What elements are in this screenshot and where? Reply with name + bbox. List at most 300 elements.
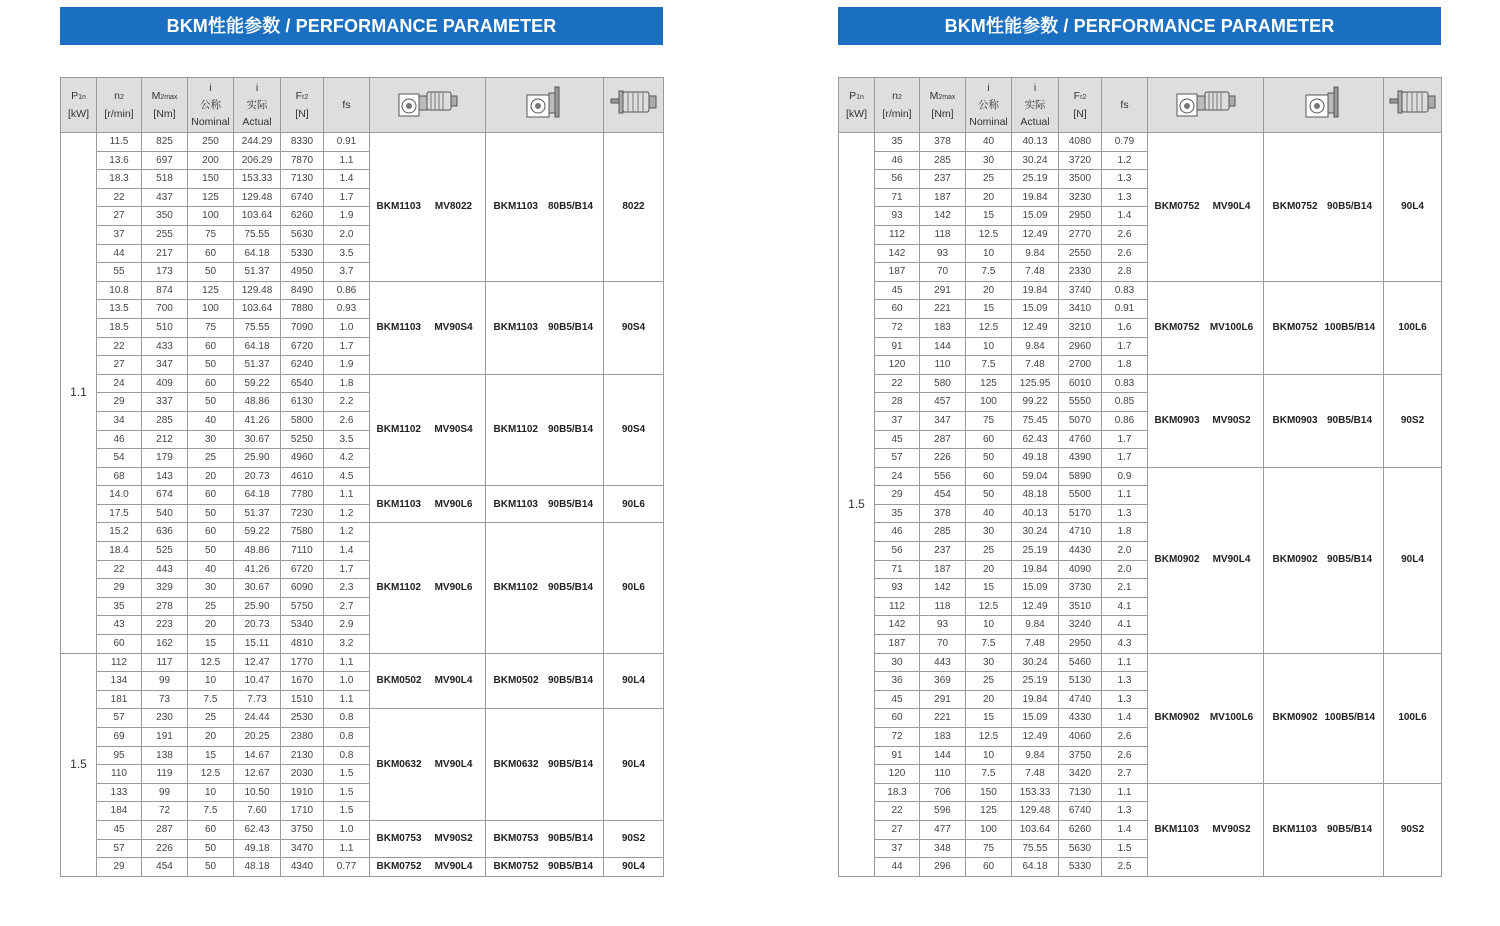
service-factor-cell: 0.77 bbox=[324, 858, 370, 877]
torque-cell: 287 bbox=[920, 430, 966, 449]
ratio-actual-cell: 103.64 bbox=[234, 300, 281, 319]
header-ratio-nominal: i 公称 Nominal bbox=[966, 78, 1012, 133]
speed-cell: 27 bbox=[875, 820, 920, 839]
torque-cell: 183 bbox=[920, 318, 966, 337]
radial-load-cell: 7870 bbox=[281, 151, 324, 170]
ratio-actual-cell: 64.18 bbox=[234, 486, 281, 505]
ratio-nominal-cell: 30 bbox=[188, 579, 234, 598]
torque-cell: 378 bbox=[920, 133, 966, 152]
service-factor-cell: 1.3 bbox=[1102, 170, 1148, 189]
reducer-model: BKM0902 bbox=[1154, 712, 1200, 724]
service-factor-cell: 2.0 bbox=[1102, 560, 1148, 579]
speed-cell: 29 bbox=[97, 579, 142, 598]
speed-cell: 35 bbox=[875, 504, 920, 523]
ratio-actual-cell: 49.18 bbox=[234, 839, 281, 858]
speed-cell: 13.5 bbox=[97, 300, 142, 319]
torque-cell: 191 bbox=[142, 728, 188, 747]
ratio-nominal-cell: 30 bbox=[966, 151, 1012, 170]
ratio-nominal-cell: 7.5 bbox=[188, 802, 234, 821]
ratio-nominal-cell: 200 bbox=[188, 151, 234, 170]
service-factor-cell: 2.9 bbox=[324, 616, 370, 635]
motor-frame-cell: 90L4 bbox=[604, 709, 664, 821]
gearmotor-model-cell bbox=[370, 653, 486, 709]
gearmotor-model-cell bbox=[370, 374, 486, 486]
motor-frame-cell: 90L6 bbox=[604, 486, 664, 523]
table-row bbox=[61, 709, 664, 728]
ratio-actual-cell: 25.19 bbox=[1012, 672, 1059, 691]
ratio-actual-cell: 48.86 bbox=[234, 393, 281, 412]
ratio-nominal-cell: 30 bbox=[966, 523, 1012, 542]
speed-cell: 46 bbox=[875, 151, 920, 170]
ratio-nominal-cell: 10 bbox=[966, 244, 1012, 263]
service-factor-cell: 1.5 bbox=[324, 802, 370, 821]
motor-frame-cell: 100L6 bbox=[1384, 653, 1442, 783]
torque-cell: 329 bbox=[142, 579, 188, 598]
ratio-nominal-cell: 25 bbox=[188, 597, 234, 616]
ratio-nominal-cell: 12.5 bbox=[966, 318, 1012, 337]
radial-load-cell: 4430 bbox=[1059, 542, 1102, 561]
radial-load-cell: 3750 bbox=[1059, 746, 1102, 765]
ratio-nominal-cell: 100 bbox=[188, 207, 234, 226]
service-factor-cell: 1.0 bbox=[324, 672, 370, 691]
ratio-actual-cell: 51.37 bbox=[234, 263, 281, 282]
torque-cell: 183 bbox=[920, 728, 966, 747]
ratio-nominal-cell: 50 bbox=[966, 486, 1012, 505]
ratio-nominal-cell: 150 bbox=[966, 783, 1012, 802]
speed-cell: 95 bbox=[97, 746, 142, 765]
reducer-model: BKM1103 bbox=[1272, 823, 1317, 835]
reducer-model: BKM0903 bbox=[1272, 414, 1318, 426]
ratio-nominal-cell: 25 bbox=[966, 542, 1012, 561]
radial-load-cell: 4740 bbox=[1059, 690, 1102, 709]
service-factor-cell: 0.83 bbox=[1102, 281, 1148, 300]
speed-cell: 18.3 bbox=[97, 170, 142, 189]
service-factor-cell: 1.6 bbox=[1102, 318, 1148, 337]
radial-load-cell: 4760 bbox=[1059, 430, 1102, 449]
ratio-nominal-cell: 10 bbox=[966, 337, 1012, 356]
ratio-actual-cell: 19.84 bbox=[1012, 188, 1059, 207]
speed-cell: 120 bbox=[875, 356, 920, 375]
reducer-model: BKM1103 bbox=[493, 201, 538, 213]
reducer-flange-cell bbox=[486, 133, 604, 282]
service-factor-cell: 1.3 bbox=[1102, 504, 1148, 523]
header-ratio-actual: i 实际 Actual bbox=[1012, 78, 1059, 133]
torque-cell: 454 bbox=[142, 858, 188, 877]
ratio-nominal-cell: 75 bbox=[188, 225, 234, 244]
ratio-actual-cell: 24.44 bbox=[234, 709, 281, 728]
radial-load-cell: 6260 bbox=[1059, 820, 1102, 839]
reducer-model: BKM0903 bbox=[1154, 414, 1200, 426]
ratio-nominal-cell: 10 bbox=[188, 672, 234, 691]
torque-cell: 117 bbox=[142, 653, 188, 672]
torque-cell: 226 bbox=[920, 449, 966, 468]
speed-cell: 120 bbox=[875, 765, 920, 784]
ratio-nominal-cell: 20 bbox=[188, 728, 234, 747]
speed-cell: 69 bbox=[97, 728, 142, 747]
ratio-actual-cell: 7.48 bbox=[1012, 635, 1059, 654]
flange-code: 90B5/B14 bbox=[547, 424, 594, 436]
reducer-model: BKM0752 bbox=[376, 861, 422, 873]
speed-cell: 29 bbox=[875, 486, 920, 505]
ratio-actual-cell: 59.22 bbox=[234, 374, 281, 393]
radial-load-cell: 5070 bbox=[1059, 411, 1102, 430]
speed-cell: 22 bbox=[875, 802, 920, 821]
torque-cell: 825 bbox=[142, 133, 188, 152]
ratio-nominal-cell: 20 bbox=[966, 560, 1012, 579]
ratio-actual-cell: 25.19 bbox=[1012, 542, 1059, 561]
ratio-nominal-cell: 60 bbox=[188, 244, 234, 263]
ratio-actual-cell: 9.84 bbox=[1012, 746, 1059, 765]
speed-cell: 187 bbox=[875, 263, 920, 282]
performance-table-left bbox=[60, 77, 664, 877]
ratio-actual-cell: 10.50 bbox=[234, 783, 281, 802]
radial-load-cell: 6010 bbox=[1059, 374, 1102, 393]
speed-cell: 22 bbox=[875, 374, 920, 393]
service-factor-cell: 0.83 bbox=[1102, 374, 1148, 393]
reducer-model: BKM0632 bbox=[493, 758, 539, 770]
radial-load-cell: 2330 bbox=[1059, 263, 1102, 282]
radial-load-cell: 3720 bbox=[1059, 151, 1102, 170]
header-radial-load: Fr2 [N] bbox=[1059, 78, 1102, 133]
radial-load-cell: 5460 bbox=[1059, 653, 1102, 672]
ratio-actual-cell: 7.60 bbox=[234, 802, 281, 821]
service-factor-cell: 1.1 bbox=[1102, 783, 1148, 802]
radial-load-cell: 4060 bbox=[1059, 728, 1102, 747]
ratio-nominal-cell: 20 bbox=[966, 188, 1012, 207]
radial-load-cell: 5890 bbox=[1059, 467, 1102, 486]
table-row bbox=[61, 281, 664, 300]
speed-cell: 71 bbox=[875, 560, 920, 579]
speed-cell: 44 bbox=[875, 858, 920, 877]
speed-cell: 133 bbox=[97, 783, 142, 802]
service-factor-cell: 1.5 bbox=[324, 783, 370, 802]
radial-load-cell: 2030 bbox=[281, 765, 324, 784]
radial-load-cell: 4610 bbox=[281, 467, 324, 486]
radial-load-cell: 6740 bbox=[281, 188, 324, 207]
ratio-nominal-cell: 60 bbox=[188, 486, 234, 505]
speed-cell: 91 bbox=[875, 337, 920, 356]
radial-load-cell: 6540 bbox=[281, 374, 324, 393]
motor-frame-cell: 90S4 bbox=[604, 374, 664, 486]
torque-cell: 223 bbox=[142, 616, 188, 635]
speed-cell: 43 bbox=[97, 616, 142, 635]
radial-load-cell: 5630 bbox=[281, 225, 324, 244]
speed-cell: 93 bbox=[875, 207, 920, 226]
service-factor-cell: 1.3 bbox=[1102, 690, 1148, 709]
radial-load-cell: 8490 bbox=[281, 281, 324, 300]
ratio-nominal-cell: 50 bbox=[188, 839, 234, 858]
ratio-nominal-cell: 20 bbox=[188, 467, 234, 486]
ratio-actual-cell: 12.49 bbox=[1012, 728, 1059, 747]
reducer-model: BKM1103 bbox=[493, 321, 538, 333]
ratio-nominal-cell: 50 bbox=[188, 263, 234, 282]
ratio-actual-cell: 9.84 bbox=[1012, 616, 1059, 635]
speed-cell: 18.5 bbox=[97, 318, 142, 337]
torque-cell: 518 bbox=[142, 170, 188, 189]
service-factor-cell: 0.86 bbox=[1102, 411, 1148, 430]
service-factor-cell: 0.91 bbox=[324, 133, 370, 152]
reducer-model: BKM0752 bbox=[1272, 321, 1318, 333]
speed-cell: 18.4 bbox=[97, 542, 142, 561]
torque-cell: 118 bbox=[920, 597, 966, 616]
ratio-actual-cell: 15.09 bbox=[1012, 300, 1059, 319]
radial-load-cell: 6090 bbox=[281, 579, 324, 598]
flange-code: 90B5/B14 bbox=[547, 861, 594, 873]
ratio-actual-cell: 41.26 bbox=[234, 560, 281, 579]
service-factor-cell: 0.79 bbox=[1102, 133, 1148, 152]
speed-cell: 10.8 bbox=[97, 281, 142, 300]
reducer-model: BKM0752 bbox=[1154, 321, 1200, 333]
reducer-model: BKM0752 bbox=[1272, 201, 1318, 213]
ratio-nominal-cell: 25 bbox=[966, 170, 1012, 189]
service-factor-cell: 0.85 bbox=[1102, 393, 1148, 412]
gearmotor-model-cell bbox=[1148, 281, 1264, 374]
motor-frame-cell: 90L4 bbox=[1384, 133, 1442, 282]
gearmotor-model-cell bbox=[1148, 374, 1264, 467]
reducer-model: BKM0502 bbox=[493, 675, 539, 687]
gearmotor-model-cell bbox=[1148, 653, 1264, 783]
radial-load-cell: 4090 bbox=[1059, 560, 1102, 579]
radial-load-cell: 7780 bbox=[281, 486, 324, 505]
service-factor-cell: 1.5 bbox=[1102, 839, 1148, 858]
speed-cell: 45 bbox=[875, 430, 920, 449]
ratio-nominal-cell: 100 bbox=[188, 300, 234, 319]
service-factor-cell: 1.8 bbox=[1102, 523, 1148, 542]
flange-code: 90B5/B14 bbox=[1326, 554, 1373, 566]
speed-cell: 15.2 bbox=[97, 523, 142, 542]
torque-cell: 118 bbox=[920, 225, 966, 244]
ratio-nominal-cell: 125 bbox=[188, 281, 234, 300]
radial-load-cell: 3510 bbox=[1059, 597, 1102, 616]
speed-cell: 60 bbox=[875, 709, 920, 728]
torque-cell: 110 bbox=[920, 356, 966, 375]
torque-cell: 221 bbox=[920, 300, 966, 319]
torque-cell: 697 bbox=[142, 151, 188, 170]
radial-load-cell: 7230 bbox=[281, 504, 324, 523]
ratio-nominal-cell: 12.5 bbox=[966, 225, 1012, 244]
speed-cell: 184 bbox=[97, 802, 142, 821]
ratio-nominal-cell: 75 bbox=[966, 839, 1012, 858]
torque-cell: 221 bbox=[920, 709, 966, 728]
service-factor-cell: 1.4 bbox=[324, 542, 370, 561]
motor-frame-cell: 8022 bbox=[604, 133, 664, 282]
radial-load-cell: 2530 bbox=[281, 709, 324, 728]
ratio-nominal-cell: 15 bbox=[966, 579, 1012, 598]
header-torque: M2max [Nm] bbox=[920, 78, 966, 133]
speed-cell: 56 bbox=[875, 542, 920, 561]
gearmotor-model-cell bbox=[370, 281, 486, 374]
torque-cell: 255 bbox=[142, 225, 188, 244]
ratio-actual-cell: 59.04 bbox=[1012, 467, 1059, 486]
service-factor-cell: 1.7 bbox=[1102, 430, 1148, 449]
torque-cell: 706 bbox=[920, 783, 966, 802]
ratio-actual-cell: 51.37 bbox=[234, 356, 281, 375]
ratio-actual-cell: 99.22 bbox=[1012, 393, 1059, 412]
table-row bbox=[839, 133, 1442, 152]
speed-cell: 112 bbox=[97, 653, 142, 672]
reducer-flange-cell bbox=[486, 820, 604, 857]
ratio-nominal-cell: 40 bbox=[966, 133, 1012, 152]
ratio-nominal-cell: 250 bbox=[188, 133, 234, 152]
motor-frame-cell: 90L4 bbox=[1384, 467, 1442, 653]
ratio-actual-cell: 30.24 bbox=[1012, 151, 1059, 170]
ratio-actual-cell: 40.13 bbox=[1012, 133, 1059, 152]
speed-cell: 22 bbox=[97, 337, 142, 356]
speed-cell: 57 bbox=[97, 839, 142, 858]
radial-load-cell: 4710 bbox=[1059, 523, 1102, 542]
gearmotor-model-cell bbox=[1148, 467, 1264, 653]
service-factor-cell: 1.4 bbox=[1102, 820, 1148, 839]
speed-cell: 35 bbox=[875, 133, 920, 152]
radial-load-cell: 5330 bbox=[1059, 858, 1102, 877]
service-factor-cell: 2.3 bbox=[324, 579, 370, 598]
motor-code: MV100L6 bbox=[1209, 712, 1254, 724]
flange-code: 90B5/B14 bbox=[1326, 823, 1373, 835]
motor-code: MV8022 bbox=[434, 201, 473, 213]
radial-load-cell: 4960 bbox=[281, 449, 324, 468]
service-factor-cell: 0.86 bbox=[324, 281, 370, 300]
service-factor-cell: 2.0 bbox=[1102, 542, 1148, 561]
speed-cell: 44 bbox=[97, 244, 142, 263]
service-factor-cell: 0.91 bbox=[1102, 300, 1148, 319]
speed-cell: 29 bbox=[97, 858, 142, 877]
page-title: BKM性能参数 / PERFORMANCE PARAMETER bbox=[60, 7, 663, 45]
torque-cell: 409 bbox=[142, 374, 188, 393]
reducer-flange-cell bbox=[486, 486, 604, 523]
ratio-actual-cell: 103.64 bbox=[234, 207, 281, 226]
header-row bbox=[61, 78, 664, 133]
ratio-actual-cell: 30.24 bbox=[1012, 653, 1059, 672]
speed-cell: 142 bbox=[875, 616, 920, 635]
speed-cell: 187 bbox=[875, 635, 920, 654]
gearmotor-model-cell bbox=[1148, 133, 1264, 282]
table-row bbox=[839, 783, 1442, 802]
service-factor-cell: 4.3 bbox=[1102, 635, 1148, 654]
speed-cell: 35 bbox=[97, 597, 142, 616]
ratio-nominal-cell: 25 bbox=[188, 709, 234, 728]
speed-cell: 36 bbox=[875, 672, 920, 691]
ratio-nominal-cell: 125 bbox=[966, 374, 1012, 393]
radial-load-cell: 1670 bbox=[281, 672, 324, 691]
radial-load-cell: 6740 bbox=[1059, 802, 1102, 821]
table-row bbox=[839, 281, 1442, 300]
speed-cell: 46 bbox=[97, 430, 142, 449]
ratio-actual-cell: 14.67 bbox=[234, 746, 281, 765]
torque-cell: 369 bbox=[920, 672, 966, 691]
speed-cell: 17.5 bbox=[97, 504, 142, 523]
ratio-nominal-cell: 10 bbox=[966, 746, 1012, 765]
torque-cell: 477 bbox=[920, 820, 966, 839]
motor-frame-cell: 90L4 bbox=[604, 858, 664, 877]
torque-cell: 874 bbox=[142, 281, 188, 300]
reducer-model: BKM0632 bbox=[376, 758, 422, 770]
header-row bbox=[839, 78, 1442, 133]
flange-code: 90B5/B14 bbox=[1326, 414, 1373, 426]
service-factor-cell: 1.7 bbox=[324, 188, 370, 207]
speed-cell: 112 bbox=[875, 597, 920, 616]
speed-cell: 68 bbox=[97, 467, 142, 486]
ratio-nominal-cell: 40 bbox=[188, 560, 234, 579]
service-factor-cell: 3.5 bbox=[324, 430, 370, 449]
radial-load-cell: 4080 bbox=[1059, 133, 1102, 152]
torque-cell: 212 bbox=[142, 430, 188, 449]
ratio-actual-cell: 12.67 bbox=[234, 765, 281, 784]
radial-load-cell: 3410 bbox=[1059, 300, 1102, 319]
header-ratio-actual: i 实际 Actual bbox=[234, 78, 281, 133]
ratio-actual-cell: 15.11 bbox=[234, 635, 281, 654]
table-row bbox=[61, 133, 664, 152]
motor-icon bbox=[1389, 87, 1437, 123]
radial-load-cell: 1710 bbox=[281, 802, 324, 821]
service-factor-cell: 0.8 bbox=[324, 746, 370, 765]
ratio-nominal-cell: 60 bbox=[966, 467, 1012, 486]
ratio-actual-cell: 48.18 bbox=[1012, 486, 1059, 505]
header-speed: n2 [r/min] bbox=[97, 78, 142, 133]
ratio-actual-cell: 19.84 bbox=[1012, 690, 1059, 709]
table-row bbox=[61, 820, 664, 839]
torque-cell: 143 bbox=[142, 467, 188, 486]
gearmotor-model-cell bbox=[370, 523, 486, 653]
service-factor-cell: 1.3 bbox=[1102, 188, 1148, 207]
torque-cell: 433 bbox=[142, 337, 188, 356]
ratio-actual-cell: 41.26 bbox=[234, 411, 281, 430]
service-factor-cell: 2.8 bbox=[1102, 263, 1148, 282]
table-row bbox=[61, 486, 664, 505]
radial-load-cell: 6260 bbox=[281, 207, 324, 226]
speed-cell: 46 bbox=[875, 523, 920, 542]
ratio-actual-cell: 129.48 bbox=[234, 281, 281, 300]
ratio-actual-cell: 7.48 bbox=[1012, 356, 1059, 375]
torque-cell: 556 bbox=[920, 467, 966, 486]
ratio-actual-cell: 9.84 bbox=[1012, 244, 1059, 263]
service-factor-cell: 2.6 bbox=[1102, 225, 1148, 244]
ratio-nominal-cell: 75 bbox=[966, 411, 1012, 430]
service-factor-cell: 1.0 bbox=[324, 820, 370, 839]
service-factor-cell: 1.1 bbox=[1102, 653, 1148, 672]
radial-load-cell: 4330 bbox=[1059, 709, 1102, 728]
radial-load-cell: 1770 bbox=[281, 653, 324, 672]
radial-load-cell: 2700 bbox=[1059, 356, 1102, 375]
radial-load-cell: 7110 bbox=[281, 542, 324, 561]
reducer-model: BKM0753 bbox=[493, 833, 539, 845]
flange-code: 80B5/B14 bbox=[547, 201, 594, 213]
reducer-model: BKM1103 bbox=[376, 321, 421, 333]
ratio-nominal-cell: 150 bbox=[188, 170, 234, 189]
radial-load-cell: 3500 bbox=[1059, 170, 1102, 189]
service-factor-cell: 2.6 bbox=[1102, 728, 1148, 747]
reducer-flange-cell bbox=[1264, 783, 1384, 876]
torque-cell: 596 bbox=[920, 802, 966, 821]
ratio-actual-cell: 20.73 bbox=[234, 616, 281, 635]
ratio-nominal-cell: 30 bbox=[188, 430, 234, 449]
motor-code: MV90L4 bbox=[1212, 554, 1251, 566]
torque-cell: 144 bbox=[920, 746, 966, 765]
ratio-nominal-cell: 50 bbox=[966, 449, 1012, 468]
ratio-nominal-cell: 75 bbox=[188, 318, 234, 337]
power-cell: 1.5 bbox=[61, 653, 97, 876]
radial-load-cell: 2550 bbox=[1059, 244, 1102, 263]
service-factor-cell: 2.0 bbox=[324, 225, 370, 244]
radial-load-cell: 3420 bbox=[1059, 765, 1102, 784]
ratio-actual-cell: 19.84 bbox=[1012, 560, 1059, 579]
table-header bbox=[61, 78, 664, 133]
ratio-actual-cell: 25.90 bbox=[234, 597, 281, 616]
service-factor-cell: 1.7 bbox=[1102, 449, 1148, 468]
ratio-actual-cell: 59.22 bbox=[234, 523, 281, 542]
gearmotor-model-cell bbox=[370, 486, 486, 523]
torque-cell: 237 bbox=[920, 170, 966, 189]
reducer-model: BKM0902 bbox=[1272, 554, 1318, 566]
